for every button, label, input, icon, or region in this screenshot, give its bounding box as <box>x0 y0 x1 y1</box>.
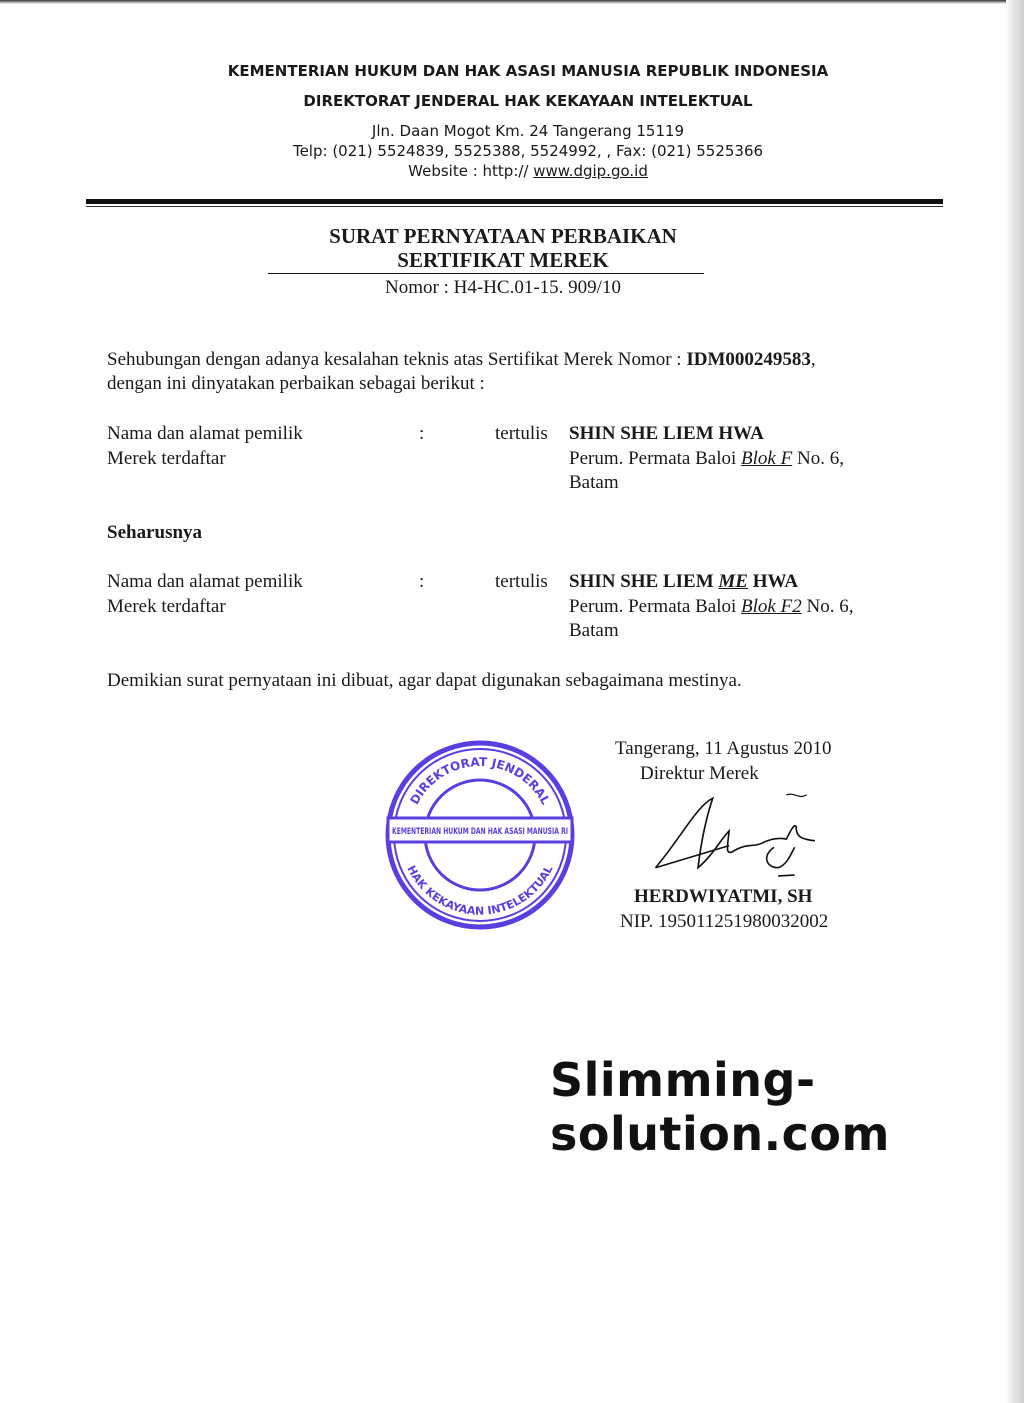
written-address: Perum. Permata Baloi Blok F No. 6, <box>569 448 844 469</box>
stamp-bottom-text: HAK KEKAYAAN INTELEKTUAL <box>404 863 556 918</box>
signer-name: HERDWIYATMI, SH <box>634 886 813 907</box>
contact-block <box>32 121 1024 181</box>
phone-fax: Telp: (021) 5524839, 5525388, 5524992, , Fax: (021) 5525366 <box>292 142 764 160</box>
written-label-1: Nama dan alamat pemilik <box>107 423 303 444</box>
website <box>32 161 1024 181</box>
signer-nip: NIP. 195011251980032002 <box>620 911 829 932</box>
document-title <box>0 224 1006 272</box>
corrected-colon: : <box>419 571 425 592</box>
written-colon: : <box>419 423 425 444</box>
signature-scribble <box>600 790 850 880</box>
watermark-text: Slimming-solution.com <box>550 1053 890 1161</box>
corrected-city: Batam <box>569 620 619 641</box>
should-be-heading: Seharusnya <box>107 522 203 543</box>
stamp-band-text: KEMENTERIAN HUKUM DAN HAK ASASI MANUSIA RI <box>392 827 568 837</box>
directorate-heading: DIREKTORAT JENDERAL HAK KEKAYAAN INTELEKTUAL <box>303 92 753 110</box>
written-tertulis: tertulis <box>495 423 548 444</box>
corrected-tertulis: tertulis <box>495 571 548 592</box>
place-date: Tangerang, 11 Agustus 2010 <box>615 738 832 759</box>
corrected-label-1: Nama dan alamat pemilik <box>107 571 303 592</box>
written-city: Batam <box>569 472 619 493</box>
website-link[interactable]: www.dgip.go.id <box>533 162 648 180</box>
closing-statement: Demikian surat pernyataan ini dibuat, agar dapat digunakan sebagaimana mestinya. <box>107 670 742 691</box>
address: Jln. Daan Mogot Km. 24 Tangerang 15119 <box>371 122 685 140</box>
title-line-1: SURAT PERNYATAAN PERBAIKAN <box>329 224 677 248</box>
title-line-2: SERTIFIKAT MEREK <box>397 248 609 272</box>
official-stamp <box>380 740 580 930</box>
written-label-2: Merek terdaftar <box>107 448 226 469</box>
written-owner-name: SHIN SHE LIEM HWA <box>569 423 764 444</box>
intro-line-1: Sehubungan dengan adanya kesalahan teknis atas Sertifikat Merek Nomor : IDM000249583, <box>107 349 816 370</box>
corrected-label-2: Merek terdaftar <box>107 596 226 617</box>
stamp-top-text: DIREKTORAT JENDERAL <box>407 754 553 807</box>
scan-top-edge <box>0 0 1024 4</box>
intro-line-2: dengan ini dinyatakan perbaikan sebagai berikut : <box>107 373 485 394</box>
signer-position: Direktur Merek <box>640 763 759 784</box>
corrected-address: Perum. Permata Baloi Blok F2 No. 6, <box>569 596 854 617</box>
header-rule-thick <box>86 199 943 204</box>
website-label: Website : http:// <box>408 162 534 180</box>
title-underline <box>268 273 704 274</box>
header-rule-thin <box>86 206 943 207</box>
scan-right-edge <box>1006 0 1024 1403</box>
corrected-owner-name: SHIN SHE LIEM ME HWA <box>569 571 799 592</box>
ministry-heading: KEMENTERIAN HUKUM DAN HAK ASASI MANUSIA REPUBLIK INDONESIA <box>227 62 829 80</box>
certificate-number: IDM000249583 <box>686 349 811 370</box>
document-number: Nomor : H4-HC.01-15. 909/10 <box>385 277 621 298</box>
